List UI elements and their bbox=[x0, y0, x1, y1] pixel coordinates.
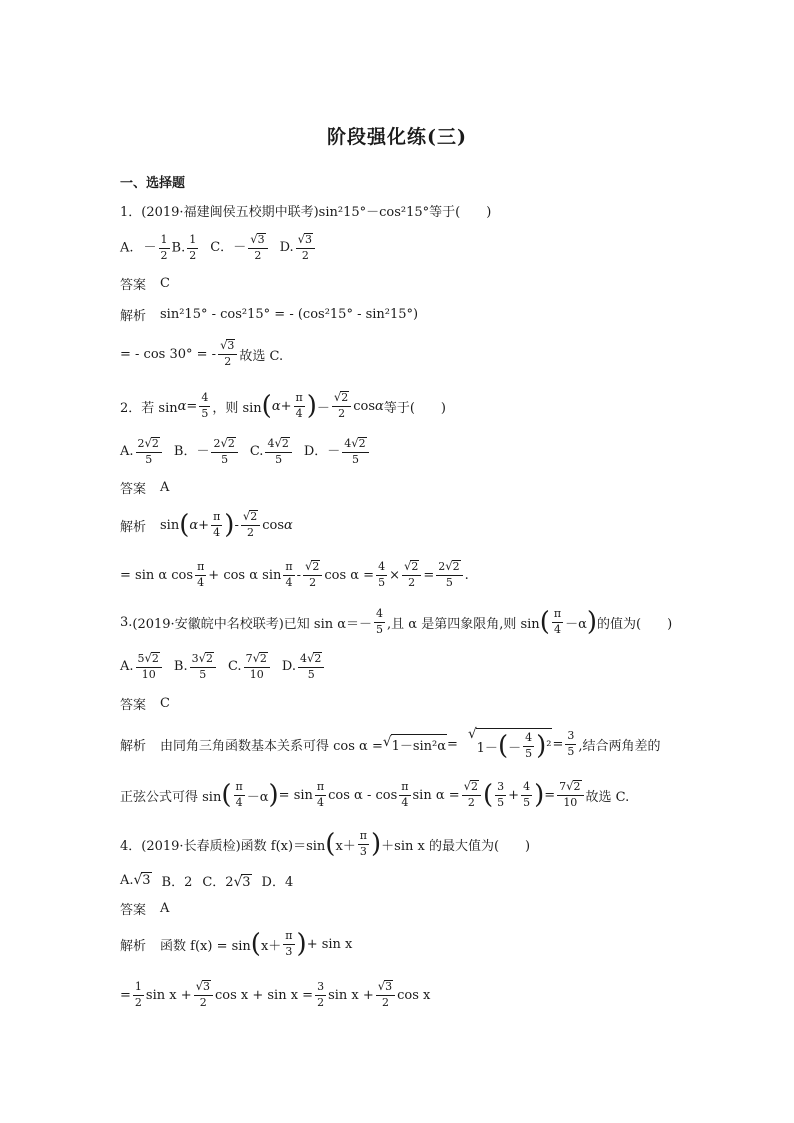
question-3-solution-line-1: 解析 由同角三角函数基本关系可得 cos α = √ 1－sin²α = √ 1－ ( － $\frac{4}{5}$ ) ² = $\frac{3}{5}$ ,结合两角差的 bbox=[120, 725, 661, 761]
question-1-stem: 1． (2019·福建闽侯五校期中联考) sin²15°－cos²15°等于( ) bbox=[120, 204, 492, 220]
question-3-answer: 答案 C bbox=[120, 695, 170, 713]
option-d: D. √ 3 2 bbox=[280, 233, 317, 262]
question-2-solution-line-2: = sin α cos $\frac{\pi}{4}$ + cos α sin $\frac{\pi}{4}$ - √ 2 2 cos α = $\frac{4}{5}$ × √ 2 2 = 2 √ 2 5 . bbox=[120, 559, 469, 589]
option-c: C．2 √ 3 bbox=[202, 873, 251, 890]
option-d: D．4 bbox=[261, 874, 294, 890]
option-a: A. √ 3 bbox=[120, 872, 151, 888]
question-4-solution-line-1: 解析 函数 f(x) = sin ( x＋ $\frac{\pi}{3}$ ) + sin x bbox=[120, 928, 353, 959]
option-c: C．－ √ 3 2 bbox=[210, 233, 269, 262]
question-2-answer: 答案 A bbox=[120, 479, 170, 497]
question-4-stem: 4． (2019·长春质检) 函数 f(x)＝sin ( x＋ $\frac{\pi}{3}$ ) ＋sin x 的最大值为( ) bbox=[120, 828, 531, 859]
question-2-stem: 2． 若 sin α = $\frac{4}{5}$ ，则 sin ( α + $\frac{\pi}{4}$ ) － √ 2 2 cos α 等于( ) bbox=[120, 390, 446, 421]
question-1-solution-line-1: 解析 sin²15° - cos²15° = - (cos²15° - sin²15°) bbox=[120, 306, 419, 324]
option-b: B．－ 2 √ 2 5 bbox=[174, 437, 240, 466]
option-b: B．2 bbox=[161, 874, 193, 890]
section-header: 一、选择题 bbox=[120, 175, 186, 191]
option-a: A. 2 √ 2 5 bbox=[120, 437, 164, 466]
question-1-answer: 答案 C bbox=[120, 275, 170, 293]
option-a: A. － $\frac{1}{2}$ bbox=[120, 232, 168, 262]
page-title: 阶段强化练(三) bbox=[327, 126, 467, 148]
question-4-solution-line-2: = $\frac{1}{2}$ sin x + √ 3 2 cos x + sin x = $\frac{3}{2}$ sin x + √ 3 2 cos x bbox=[120, 979, 431, 1009]
option-a: A. 5 √ 2 10 bbox=[120, 652, 164, 681]
option-d: D. 4 √ 2 5 bbox=[282, 652, 326, 681]
option-c: C. 7 √ 2 10 bbox=[228, 652, 272, 681]
option-b: B. $\frac{1}{2}$ bbox=[171, 232, 197, 262]
question-3-solution-line-2: 正弦公式可得 sin ( $\frac{\pi}{4}$ －α ) = sin $\frac{\pi}{4}$ cos α - cos $\frac{\pi}{4}$ sin α = √ 2 2 ( $\frac{3}{5}$ + $\frac{4}{5}$ ) = 7 √ 2 10 故选 C. bbox=[120, 779, 630, 810]
option-b: B. 3 √ 2 5 bbox=[174, 652, 218, 681]
option-d: D．－ 4 √ 2 5 bbox=[304, 437, 371, 466]
question-3-stem: 3. (2019·安徽皖中名校联考) 已知 sin α＝－ $\frac{4}{5}$ ,且 α 是第四象限角,则 sin ( $\frac{\pi}{4}$ －α ) 的值为( ) bbox=[120, 606, 673, 637]
option-c: C. 4 √ 2 5 bbox=[250, 437, 294, 466]
question-1-solution-line-2: = - cos 30° = - √ 3 2 故选 C. bbox=[120, 338, 284, 368]
question-2-solution-line-1: 解析 sin ( α + $\frac{\pi}{4}$ ) - √ 2 2 cos α bbox=[120, 509, 293, 540]
question-4-answer: 答案 A bbox=[120, 900, 170, 918]
